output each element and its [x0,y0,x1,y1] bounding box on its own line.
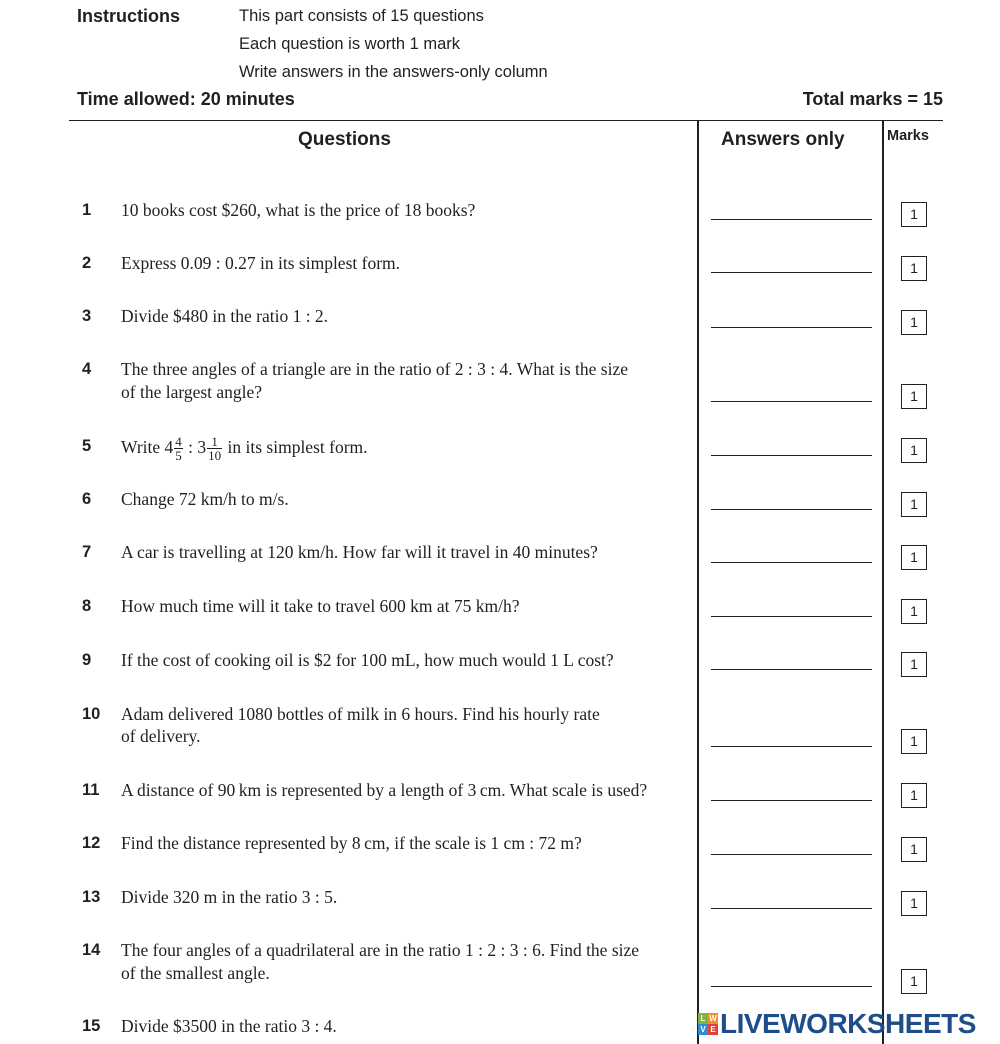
logo-icon-letter: W [709,1014,717,1023]
answer-line[interactable] [711,854,872,855]
mark-box: 1 [901,652,927,677]
question-text: How much time will it take to travel 600 km at 75 km/h? [121,596,520,616]
instruction-line: This part consists of 15 questions [239,7,484,25]
question-number: 5 [82,437,92,455]
question-number: 8 [82,597,92,615]
mark-box: 1 [901,837,927,862]
liveworksheets-logo-text: LIVEWORKSHEETS [720,1008,976,1039]
mark-box: 1 [901,891,927,916]
column-header-marks: Marks [887,128,929,144]
question-text: A distance of 90 km is represented by a length of 3 cm. What scale is used? [121,780,648,800]
answer-line[interactable] [711,908,872,909]
column-divider-answers [697,120,699,1044]
instruction-line: Write answers in the answers-only column [239,63,548,81]
answer-line[interactable] [711,800,872,801]
question-number: 14 [82,941,101,959]
column-divider-marks [882,120,884,1044]
question-text: Divide $3500 in the ratio 3 : 4. [121,1016,337,1036]
answer-line[interactable] [711,509,872,510]
question-text-prefix: Write 4 [121,437,174,457]
question-text: of the largest angle? [121,382,263,402]
answer-line[interactable] [711,327,872,328]
question-number: 12 [82,834,101,852]
question-text-suffix: in its simplest form. [223,437,368,457]
question-text: Change 72 km/h to m/s. [121,489,289,509]
mark-box: 1 [901,545,927,570]
answer-line[interactable] [711,401,872,402]
answer-line[interactable] [711,562,872,563]
question-number: 10 [82,705,101,723]
mark-box: 1 [901,256,927,281]
question-number: 1 [82,201,92,219]
column-header-questions: Questions [298,129,391,150]
question-text: 10 books cost $260, what is the price of 18 books? [121,200,476,220]
question-number: 13 [82,888,101,906]
question-text: Divide $480 in the ratio 1 : 2. [121,306,329,326]
answer-line[interactable] [711,616,872,617]
fraction-numerator: 1 [207,435,222,449]
question-text: of the smallest angle. [121,963,270,983]
question-text: A car is travelling at 120 km/h. How far will it travel in 40 minutes? [121,542,598,562]
answer-line[interactable] [711,986,872,987]
question-text: Divide 320 m in the ratio 3 : 5. [121,887,338,907]
question-number: 9 [82,651,92,669]
answer-line[interactable] [711,746,872,747]
fraction [207,435,222,462]
question-number: 15 [82,1017,101,1035]
column-header-answers: Answers only [721,129,845,150]
question-number: 2 [82,254,92,272]
mark-box: 1 [901,384,927,409]
instructions-label: Instructions [77,6,181,26]
question-text [121,425,368,469]
logo-icon-letter: L [698,1013,708,1024]
mark-box: 1 [901,599,927,624]
question-text-mid: : 3 [183,437,207,457]
mark-box: 1 [901,729,927,754]
question-text: of delivery. [121,726,201,746]
answer-line[interactable] [711,272,872,273]
answer-line[interactable] [711,669,872,670]
mark-box: 1 [901,969,927,994]
mark-box: 1 [901,783,927,808]
fraction [174,435,183,462]
instruction-line: Each question is worth 1 mark [239,35,461,53]
question-text: If the cost of cooking oil is $2 for 100 mL, how much would 1 L cost? [121,650,614,670]
time-allowed: Time allowed: 20 minutes [77,89,295,109]
mark-box: 1 [901,310,927,335]
liveworksheets-logo-icon [698,1013,718,1035]
total-marks: Total marks = 15 [802,89,943,109]
question-text: Express 0.09 : 0.27 in its simplest form. [121,253,401,273]
question-number: 7 [82,543,92,561]
logo-icon-letter: E [708,1024,718,1035]
fraction-numerator: 4 [175,434,182,450]
question-text: The four angles of a quadrilateral are in the ratio 1 : 2 : 3 : 6. Find the size [121,940,640,960]
liveworksheets-logo[interactable] [698,1007,976,1041]
logo-icon-letter: V [698,1024,708,1035]
question-text: Find the distance represented by 8 cm, if the scale is 1 cm : 72 m? [121,833,582,853]
question-text: Adam delivered 1080 bottles of milk in 6 hours. Find his hourly rate [121,704,600,724]
header-divider [69,120,943,121]
question-number: 11 [82,781,100,799]
answer-line[interactable] [711,219,872,220]
question-number: 3 [82,307,92,325]
question-number: 6 [82,490,92,508]
question-text: The three angles of a triangle are in the ratio of 2 : 3 : 4. What is the size [121,359,628,379]
question-number: 4 [82,360,92,378]
fraction-denominator: 10 [208,448,222,464]
mark-box: 1 [901,492,927,517]
fraction-denominator: 5 [175,448,182,464]
mark-box: 1 [901,438,927,463]
answer-line[interactable] [711,455,872,456]
mark-box: 1 [901,202,927,227]
